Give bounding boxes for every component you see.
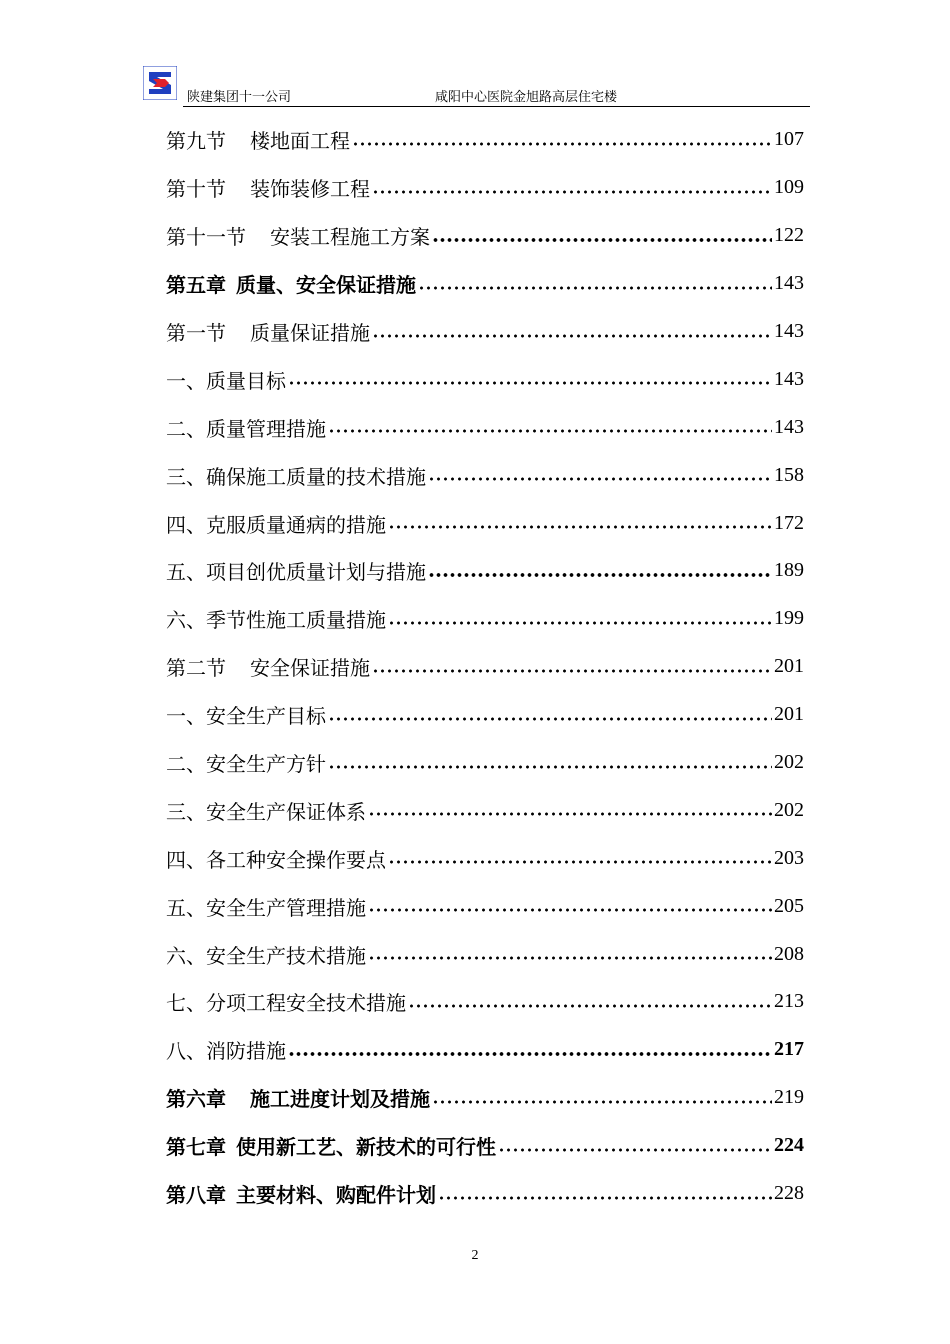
toc-leader bbox=[372, 333, 772, 339]
toc-page: 201 bbox=[774, 655, 804, 678]
toc-chapter[interactable] bbox=[166, 1122, 804, 1170]
toc-page: 107 bbox=[774, 128, 804, 151]
toc-page: 172 bbox=[774, 511, 804, 534]
toc-title: 季节性施工质量措施 bbox=[206, 608, 386, 633]
toc-title: 楼地面工程 bbox=[250, 129, 350, 154]
toc-page: 213 bbox=[774, 990, 804, 1013]
toc-page: 158 bbox=[774, 463, 804, 486]
toc-title: 装饰装修工程 bbox=[250, 177, 370, 202]
toc-page: 205 bbox=[774, 894, 804, 917]
toc-entry[interactable] bbox=[166, 403, 804, 451]
header-rule bbox=[183, 106, 810, 107]
toc-page: 189 bbox=[774, 559, 804, 582]
toc-prefix: 第六章 bbox=[166, 1087, 226, 1112]
toc-leader bbox=[328, 764, 772, 770]
toc-page: 143 bbox=[774, 320, 804, 342]
toc-entry[interactable] bbox=[166, 786, 804, 834]
toc-entry[interactable] bbox=[166, 164, 804, 212]
toc-prefix: 第九节 bbox=[166, 129, 226, 154]
toc-prefix: 第一节 bbox=[166, 321, 226, 345]
toc-leader bbox=[352, 141, 772, 147]
toc-entry[interactable] bbox=[166, 739, 804, 787]
toc-title: 确保施工质量的技术措施 bbox=[206, 464, 426, 489]
toc-title: 质量、安全保证措施 bbox=[236, 273, 416, 298]
toc-page: 201 bbox=[774, 703, 804, 726]
toc-prefix: 五、 bbox=[166, 560, 206, 585]
toc-page: 208 bbox=[774, 942, 804, 965]
toc-prefix: 第五章 bbox=[166, 273, 226, 298]
toc-leader bbox=[388, 620, 772, 626]
toc-prefix: 二、 bbox=[166, 752, 206, 777]
toc-page: 203 bbox=[774, 846, 804, 869]
toc-prefix: 七、 bbox=[166, 991, 206, 1016]
page-header bbox=[143, 66, 810, 106]
toc-leader bbox=[328, 716, 772, 722]
toc-prefix: 六、 bbox=[166, 608, 206, 633]
table-of-contents bbox=[166, 116, 804, 1217]
toc-leader bbox=[432, 1099, 772, 1105]
toc-title: 质量目标 bbox=[206, 368, 286, 393]
toc-title: 安全生产管理措施 bbox=[206, 895, 366, 920]
toc-page: 202 bbox=[774, 751, 804, 774]
toc-page: 143 bbox=[774, 272, 804, 295]
toc-entry[interactable] bbox=[166, 212, 804, 260]
toc-page: 199 bbox=[774, 607, 804, 630]
toc-leader bbox=[438, 1195, 772, 1201]
toc-entry[interactable] bbox=[166, 499, 804, 547]
toc-title: 安全保证措施 bbox=[250, 656, 370, 681]
toc-prefix: 三、 bbox=[166, 799, 206, 824]
toc-leader bbox=[428, 572, 772, 578]
toc-entry[interactable] bbox=[166, 308, 804, 356]
toc-page: 219 bbox=[774, 1086, 804, 1109]
toc-title: 施工进度计划及措施 bbox=[250, 1087, 430, 1112]
toc-leader bbox=[428, 476, 772, 482]
toc-entry[interactable] bbox=[166, 930, 804, 978]
toc-leader bbox=[388, 524, 772, 530]
toc-title: 安全生产技术措施 bbox=[206, 943, 366, 968]
toc-prefix: 四、 bbox=[166, 512, 206, 537]
toc-title: 各工种安全操作要点 bbox=[206, 847, 386, 872]
header-company: 陕建集团十一公司 bbox=[187, 90, 292, 105]
toc-page: 202 bbox=[774, 798, 804, 821]
toc-prefix: 四、 bbox=[166, 847, 206, 872]
toc-title: 项目创优质量计划与措施 bbox=[206, 560, 426, 585]
toc-entry[interactable] bbox=[166, 691, 804, 739]
toc-page: 224 bbox=[774, 1134, 804, 1157]
toc-entry[interactable] bbox=[166, 834, 804, 882]
toc-leader bbox=[368, 811, 772, 817]
toc-page: 217 bbox=[774, 1038, 804, 1061]
toc-prefix: 八、 bbox=[166, 1039, 206, 1064]
toc-title: 克服质量通病的措施 bbox=[206, 512, 386, 537]
toc-entry[interactable] bbox=[166, 882, 804, 930]
toc-title: 质量管理措施 bbox=[206, 416, 326, 441]
toc-prefix: 五、 bbox=[166, 895, 206, 920]
toc-leader bbox=[498, 1147, 772, 1153]
toc-prefix: 第七章 bbox=[166, 1135, 226, 1160]
toc-title: 使用新工艺、新技术的可行性 bbox=[236, 1135, 496, 1160]
toc-entry[interactable] bbox=[166, 595, 804, 643]
toc-prefix: 第十一节 bbox=[166, 225, 246, 250]
company-logo-icon bbox=[143, 66, 177, 100]
toc-title: 主要材料、购配件计划 bbox=[236, 1183, 436, 1208]
toc-title: 质量保证措施 bbox=[250, 321, 370, 345]
toc-chapter[interactable] bbox=[166, 1170, 804, 1218]
toc-entry[interactable] bbox=[166, 643, 804, 691]
toc-leader bbox=[388, 859, 772, 865]
toc-leader bbox=[368, 955, 772, 961]
toc-leader bbox=[288, 1051, 772, 1057]
toc-page: 228 bbox=[774, 1182, 804, 1205]
toc-entry[interactable] bbox=[166, 978, 804, 1026]
toc-prefix: 一、 bbox=[166, 368, 206, 393]
toc-prefix: 二、 bbox=[166, 416, 206, 441]
toc-entry[interactable] bbox=[166, 547, 804, 595]
toc-entry[interactable] bbox=[166, 451, 804, 499]
toc-prefix: 六、 bbox=[166, 943, 206, 968]
toc-title: 安全生产保证体系 bbox=[206, 799, 366, 824]
toc-prefix: 一、 bbox=[166, 704, 206, 729]
toc-chapter[interactable] bbox=[166, 1074, 804, 1122]
toc-prefix: 三、 bbox=[166, 464, 206, 489]
toc-leader bbox=[372, 668, 772, 674]
toc-title: 分项工程安全技术措施 bbox=[206, 991, 406, 1016]
toc-leader bbox=[372, 189, 772, 195]
toc-leader bbox=[368, 907, 772, 913]
toc-leader bbox=[408, 1003, 772, 1009]
toc-entry[interactable] bbox=[166, 355, 804, 403]
toc-entry[interactable] bbox=[166, 1026, 804, 1074]
toc-title: 消防措施 bbox=[206, 1039, 286, 1064]
toc-chapter[interactable] bbox=[166, 260, 804, 308]
toc-prefix: 第八章 bbox=[166, 1183, 226, 1208]
toc-title: 安全生产目标 bbox=[206, 704, 326, 729]
toc-prefix: 第十节 bbox=[166, 177, 226, 202]
toc-leader bbox=[328, 428, 772, 434]
toc-page: 122 bbox=[774, 224, 804, 247]
toc-page: 109 bbox=[774, 176, 804, 199]
toc-page: 143 bbox=[774, 415, 804, 438]
toc-prefix: 第二节 bbox=[166, 656, 226, 681]
page-number: 2 bbox=[471, 1248, 479, 1263]
header-project: 咸阳中心医院金旭路高层住宅楼 bbox=[435, 90, 618, 105]
toc-page: 143 bbox=[774, 367, 804, 390]
toc-leader bbox=[418, 285, 772, 291]
toc-title: 安全生产方针 bbox=[206, 752, 326, 777]
toc-title: 安装工程施工方案 bbox=[270, 225, 430, 250]
toc-entry[interactable] bbox=[166, 116, 804, 164]
toc-leader bbox=[288, 380, 772, 386]
toc-leader bbox=[432, 237, 772, 243]
